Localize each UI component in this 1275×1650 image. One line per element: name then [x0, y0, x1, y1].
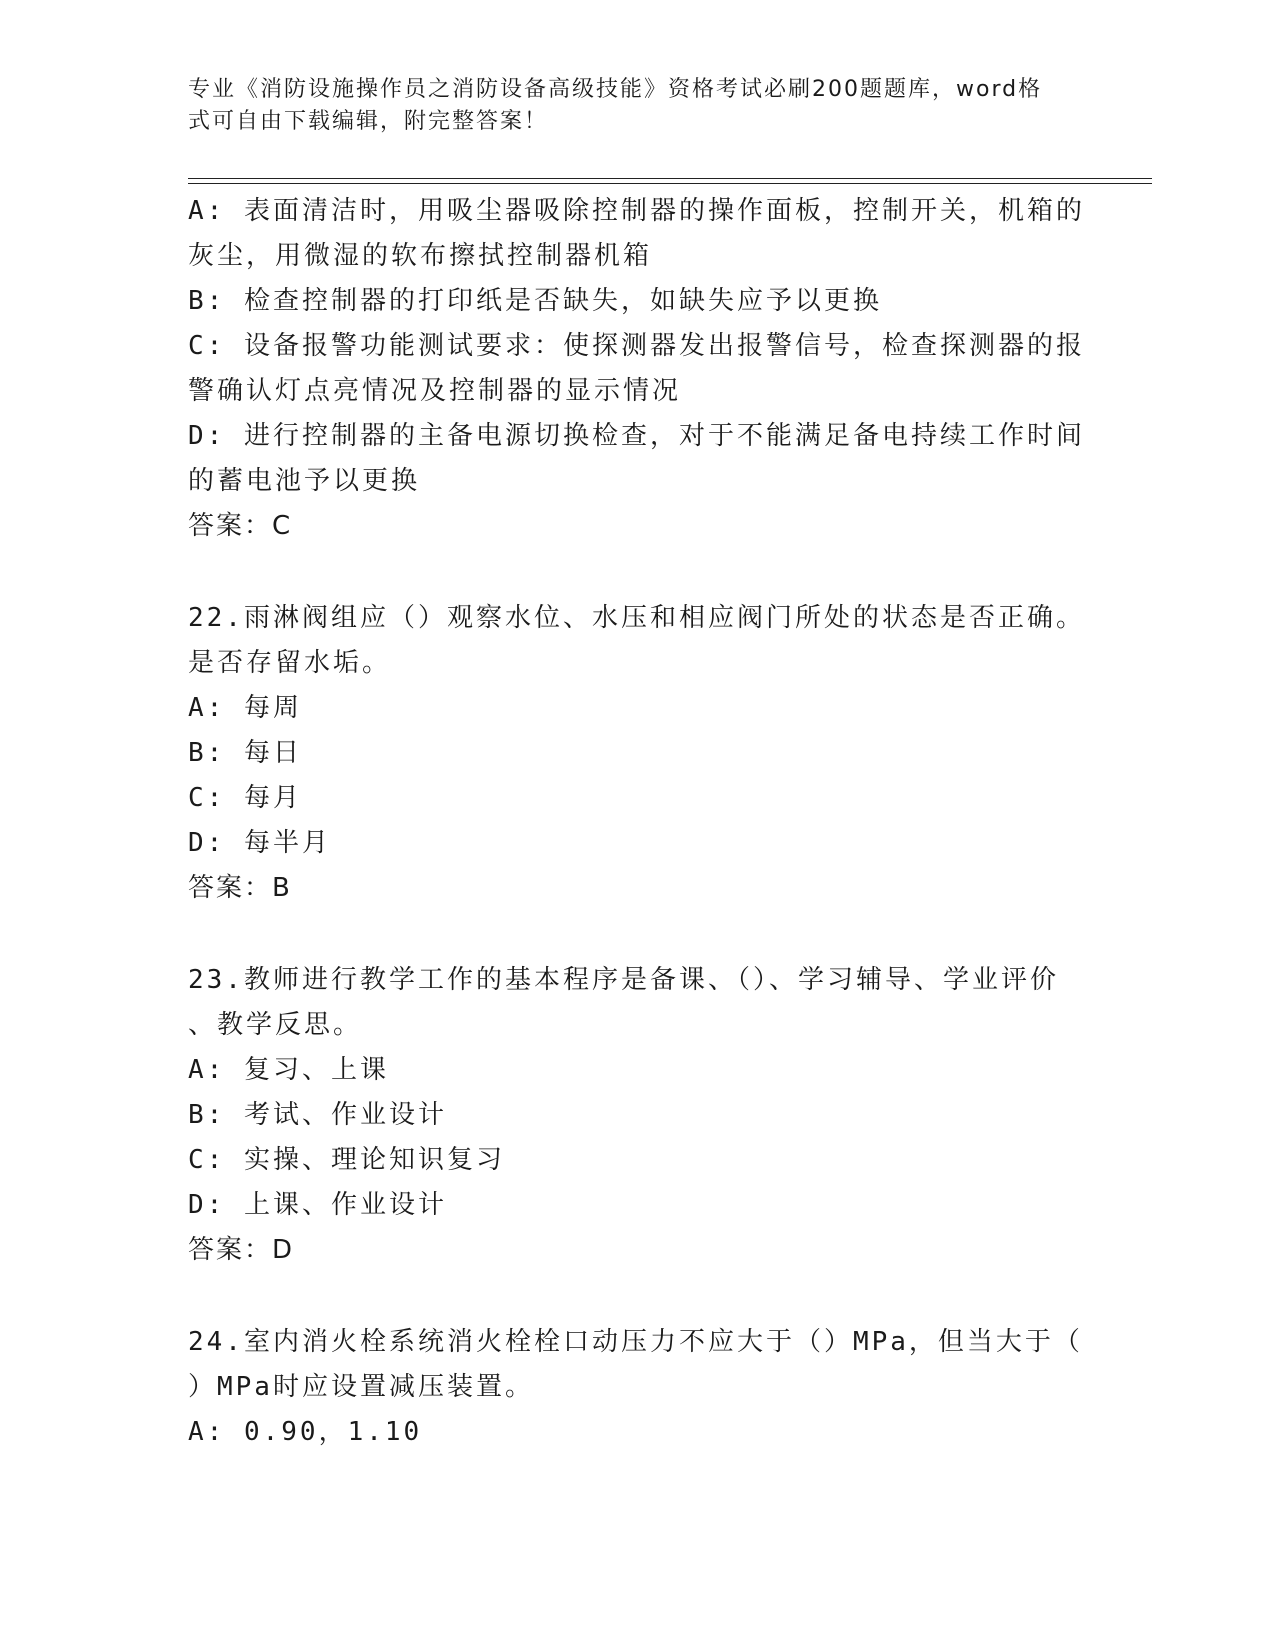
question-stem-line1: 22.雨淋阀组应（）观察水位、水压和相应阀门所处的状态是否正确。 — [188, 603, 1085, 633]
option-a-line2: 灰尘，用微湿的软布擦拭控制器机箱 — [188, 241, 653, 271]
question-stem-line2: 、教学反思。 — [188, 1010, 363, 1040]
header-divider-bottom — [188, 183, 1152, 184]
option-d: D: 上课、作业设计 — [188, 1190, 447, 1220]
answer-21: 答案：C — [188, 511, 293, 541]
option-a-line1: A: 表面清洁时，用吸尘器吸除控制器的操作面板，控制开关，机箱的 — [188, 196, 1085, 226]
option-b: B: 考试、作业设计 — [188, 1100, 447, 1130]
question-21 — [188, 189, 1088, 549]
option-a: A: 0.90，1.10 — [188, 1417, 423, 1447]
option-d-line2: 的蓄电池予以更换 — [188, 466, 421, 496]
option-b: B: 每日 — [188, 738, 302, 768]
option-c: C: 实操、理论知识复习 — [188, 1145, 505, 1175]
question-24 — [188, 1320, 1088, 1455]
option-a: A: 每周 — [188, 693, 302, 723]
question-stem-line1: 23.教师进行教学工作的基本程序是备课、（）、学习辅导、学业评价 — [188, 965, 1059, 995]
question-list — [188, 189, 1088, 1455]
question-22 — [188, 596, 1088, 911]
option-a: A: 复习、上课 — [188, 1055, 389, 1085]
question-stem-line2: 是否存留水垢。 — [188, 648, 392, 678]
header-title-line1: 专业《消防设施操作员之消防设备高级技能》资格考试必刷200题题库，word格 — [188, 77, 1043, 102]
answer-23: 答案：D — [188, 1235, 295, 1265]
question-23 — [188, 958, 1088, 1273]
option-d-line1: D: 进行控制器的主备电源切换检查，对于不能满足备电持续工作时间 — [188, 421, 1085, 451]
document-header — [188, 74, 1088, 138]
header-title-line2: 式可自由下载编辑，附完整答案！ — [188, 109, 549, 134]
header-divider-top — [188, 178, 1152, 179]
option-d: D: 每半月 — [188, 828, 331, 858]
question-stem-line1: 24.室内消火栓系统消火栓栓口动压力不应大于（）MPa，但当大于（ — [188, 1327, 1083, 1357]
answer-22: 答案：B — [188, 873, 292, 903]
question-stem-line2: ）MPa时应设置减压装置。 — [188, 1372, 534, 1402]
option-c-line1: C: 设备报警功能测试要求：使探测器发出报警信号，检查探测器的报 — [188, 331, 1085, 361]
option-c: C: 每月 — [188, 783, 302, 813]
option-b: B: 检查控制器的打印纸是否缺失，如缺失应予以更换 — [188, 286, 882, 316]
option-c-line2: 警确认灯点亮情况及控制器的显示情况 — [188, 376, 682, 406]
